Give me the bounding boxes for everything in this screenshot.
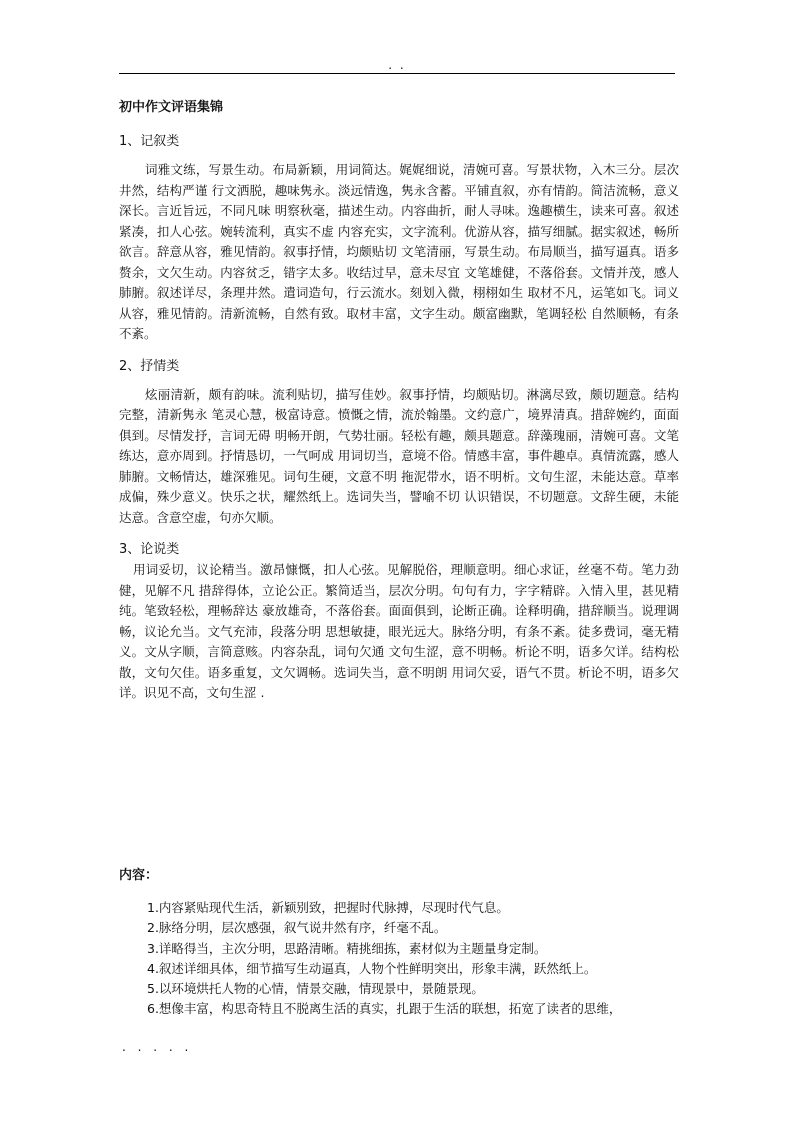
section-text-narrative: 词雅文练，写景生动。布局新颖，用词简达。娓娓细说，清婉可喜。写景状物，入木三分。层次井然，结构严谨 行文洒脱，趣味隽永。淡远情逸，隽永含蓄。平铺直叙，亦有情韵。简洁流畅，意义深长。言近旨远，不同凡味 明察秋毫，描述生动。内容曲折，耐人寻味。逸趣横生，读来可喜。叙述紧凑，扣人心弦。婉转流利，真实不虚 内容充实，文字流利。优游从容，描写细腻。据实叙述，畅所欲言。辞意从容，雅见情韵。叙事抒情，均颇贴切 文笔清丽，写景生动。布局顺当，描写逼真。语多赘余，文欠生动。内容贫乏，错字太多。收结过早，意未尽宜 文笔雄健，不落俗套。文情并茂，感人肺腑。叙述详尽，条理井然。遣词造句，行云流水。刻划入微，栩栩如生 取材不凡，运笔如飞。词义从容，雅见情韵。清新流畅，自然有致。取材丰富，文字生动。颇富幽默，笔调轻松 自然顺畅，有条不紊。 [119,162,679,341]
content-block [119,866,679,1020]
section-heading-argument: 3、论说类 [119,542,180,557]
section-heading-narrative: 1、记叙类 [119,134,180,149]
header-rule [119,73,675,74]
document-body [119,98,679,716]
document-title: 初中作文评语集锦 [119,100,224,115]
section-text-argument: 用词妥切，议论精当。激昂慷慨，扣人心弦。见解脱俗，理顺意明。细心求证，丝毫不苟。笔力劲健，见解不凡 措辞得体，立论公正。繁简适当，层次分明。句句有力，字字精辟。入情入里，甚见精纯。笔致轻松，理畅辞达 豪放雄奇，不落俗套。面面俱到，论断正确。诠释明确，措辞顺当。说理调畅，议论允当。文气充沛，段落分明 思想敏捷，眼光远大。脉络分明，有条不紊。徒多费词，毫无精义。文从字顺，言简意赅。内容杂乱，词句欠通 文句生涩，意不明畅。析论不明，语多欠详。结构松散，文句欠佳。语多重复，文欠调畅。选词失当，意不明朗 用词欠妥，语气不贯。析论不明，语多欠详。识见不高，文句生涩 . [119,562,679,700]
list-item: 3.详略得当，主次分明，思路清晰。精挑细拣，素材似为主题量身定制。 [147,940,547,956]
section-heading-lyric: 2、抒情类 [119,358,180,374]
content-label: 内容： [119,868,159,883]
list-item: 5.以环境烘托人物的心情，情景交融，情现景中，景随景现。 [147,981,484,997]
list-item: 1.内容紧贴现代生活，新颖别致，把握时代脉搏，尽现时代气息。 [147,900,509,915]
footer-dots: . . . . . [122,1040,193,1054]
section-text-lyric: 炫丽清新，颇有韵味。流利贴切，描写佳妙。叙事抒情，均颇贴切。淋漓尽致，颇切题意。结构完整，清新隽永 笔灵心慧，极富诗意。愤慨之情，流於翰墨。文约意广，境界清真。措辞婉约，面面俱到。尽情发抒，言词无碍 明畅开朗，气势壮丽。轻松有趣，颇具题意。辞藻瑰丽，清婉可喜。文笔练达，意亦周到。抒情恳切，一气呵成 用词切当，意境不俗。情感丰富，事件趣卓。真情流露，感人肺腑。文畅情达，雄深雅见。词句生硬，文意不明 拖泥带水，语不明析。文句生涩，未能达意。草率成偏，殊少意义。快乐之状，耀然纸上。选词失当，譬喻不切 认识错误，不切题意。文辞生硬，未能达意。含意空虚，句亦欠顺。 [119,386,679,525]
header-dots: . . [388,58,406,72]
list-item: 4.叙述详细具体，细节描写生动逼真，人物个性鲜明突出，形象丰满，跃然纸上。 [147,960,597,976]
list-item: 2.脉络分明，层次感强，叙气说井然有序，纤毫不乱。 [147,920,447,936]
list-item: 6.想像丰富，构思奇特且不脱离生活的真实，扎跟于生活的联想，拓宽了读者的思维， [147,1001,622,1017]
